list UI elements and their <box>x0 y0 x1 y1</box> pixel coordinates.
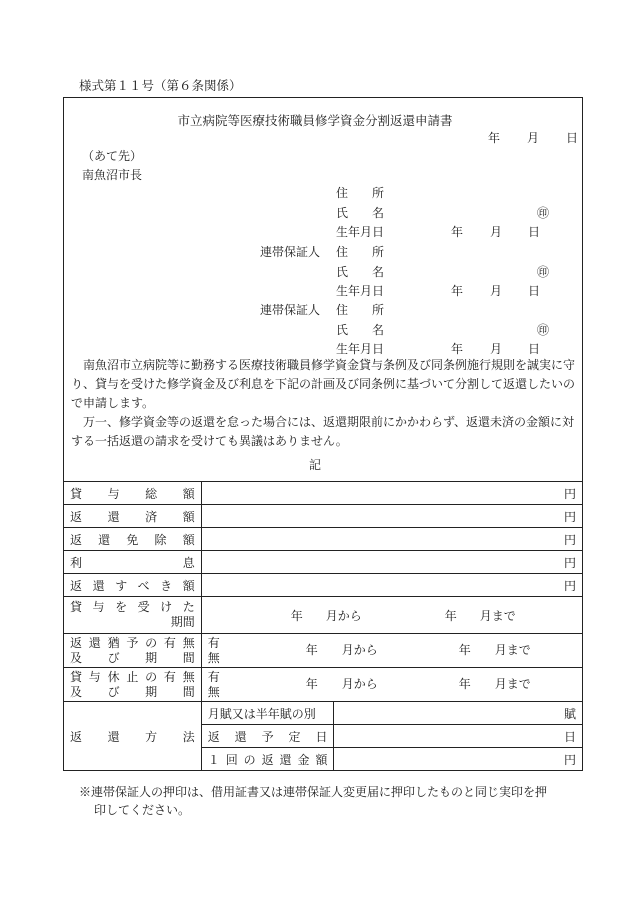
waiver-paragraph: 万一、修学資金等の返還を怠った場合には、返還期限前にかかわらず、返還未済の金額に対する一括返還の請求を受けても異議はありません。 <box>71 415 575 448</box>
guarantor-label: 連帯保証人 <box>260 245 321 259</box>
applicant-name-label: 氏 名 <box>336 206 385 220</box>
repayment-table <box>63 481 583 771</box>
birth-day: 日 <box>528 225 541 239</box>
due-value[interactable]: 円 <box>201 574 582 597</box>
deferral-label-line1: 返還猶予の有無 <box>70 635 195 650</box>
suspension-value[interactable] <box>201 668 582 702</box>
method-label: 返還方法 <box>64 702 202 771</box>
note-line-1: ※連帯保証人の押印は、借用証書又は連帯保証人変更届に押印したものと同じ実印を押 <box>79 785 548 799</box>
date-month: 月 <box>527 131 540 145</box>
suspension-label <box>64 668 202 702</box>
seal-icon: ㊞ <box>537 323 550 337</box>
suspension-yes: 有 <box>207 669 220 684</box>
loan-total-value[interactable]: 円 <box>201 482 582 505</box>
interest-value[interactable]: 円 <box>201 551 582 574</box>
table-row <box>64 528 583 551</box>
exempt-value[interactable]: 円 <box>201 528 582 551</box>
scheduled-date-value[interactable]: 日 <box>334 725 583 748</box>
table-row <box>64 551 583 574</box>
loan-period-value[interactable] <box>201 597 582 634</box>
installment-type-label: 月賦又は半年賦の別 <box>201 702 334 725</box>
table-row <box>64 597 583 634</box>
addressee-name: 南魚沼市長 <box>82 168 143 182</box>
repaid-label: 返還済額 <box>64 505 202 528</box>
birth-year: 年 <box>451 284 464 298</box>
table-row <box>64 702 583 725</box>
period-until-month: 月まで <box>479 609 516 623</box>
interest-char-1: 利 <box>70 555 83 570</box>
deferral-no: 無 <box>207 650 220 665</box>
interest-label <box>64 551 202 574</box>
addressee-prefix: （あて先） <box>82 149 143 163</box>
seal-icon: ㊞ <box>537 206 550 220</box>
suspension-from-month: 月から <box>341 677 378 691</box>
period-until-year: 年 <box>444 609 457 623</box>
birth-day: 日 <box>528 342 541 356</box>
guarantor-address-label: 住 所 <box>336 245 385 259</box>
suspension-no: 無 <box>207 684 220 699</box>
period-from-year: 年 <box>290 609 303 623</box>
scheduled-date-label: 返還予定日 <box>201 725 334 748</box>
birth-month: 月 <box>490 342 503 356</box>
loan-period-label <box>64 597 202 634</box>
birth-year: 年 <box>451 342 464 356</box>
suspension-until-month: 月まで <box>494 677 531 691</box>
table-row <box>64 482 583 505</box>
deferral-from-month: 月から <box>341 643 378 657</box>
due-label: 返還すべき額 <box>64 574 202 597</box>
birth-month: 月 <box>490 284 503 298</box>
installment-type-value[interactable]: 賦 <box>334 702 583 725</box>
table-row <box>64 574 583 597</box>
date-day: 日 <box>566 131 579 145</box>
repaid-value[interactable]: 円 <box>201 505 582 528</box>
guarantor-name-label: 氏 名 <box>336 265 385 279</box>
exempt-label: 返還免除額 <box>64 528 202 551</box>
per-payment-label: １回の返還金額 <box>201 748 334 771</box>
guarantor-address-label: 住 所 <box>336 303 385 317</box>
loan-period-label-line1: 貸与を受けた <box>70 600 195 614</box>
deferral-until-month: 月まで <box>494 643 531 657</box>
suspension-from-year: 年 <box>305 677 318 691</box>
per-payment-value[interactable]: 円 <box>334 748 583 771</box>
deferral-until-year: 年 <box>458 643 471 657</box>
birth-day: 日 <box>528 284 541 298</box>
table-row <box>64 668 583 702</box>
loan-period-label-line2: 期間 <box>170 615 195 629</box>
suspension-until-year: 年 <box>458 677 471 691</box>
guarantor-name-label: 氏 名 <box>336 323 385 337</box>
table-row <box>64 634 583 668</box>
deferral-label-line2: 及び期間 <box>70 650 195 665</box>
suspension-label-line2: 及び期間 <box>70 684 195 699</box>
birth-year: 年 <box>451 225 464 239</box>
ki-heading: 記 <box>308 458 321 472</box>
guarantor-seal-note <box>79 783 579 819</box>
form-number: 様式第１１号（第６条関係） <box>79 78 242 93</box>
period-from-month: 月から <box>325 609 362 623</box>
date-year: 年 <box>488 131 501 145</box>
deferral-yes: 有 <box>207 635 220 650</box>
loan-total-label: 貸与総額 <box>64 482 202 505</box>
guarantor-birth-label: 生年月日 <box>336 342 385 356</box>
table-row <box>64 505 583 528</box>
seal-icon: ㊞ <box>537 265 550 279</box>
deferral-value[interactable] <box>201 634 582 668</box>
applicant-birth-label: 生年月日 <box>336 225 385 239</box>
guarantor-label: 連帯保証人 <box>260 303 321 317</box>
declaration-paragraph: 南魚沼市立病院等に勤務する医療技術職員修学資金貸与条例及び同条例施行規則を誠実に守り、貸与を受けた修学資金及び利息を下記の計画及び同条例に基づいて分割して返還したいので申請します。 <box>71 358 576 410</box>
deferral-from-year: 年 <box>305 643 318 657</box>
form-title: 市立病院等医療技術職員修学資金分割返還申請書 <box>177 113 453 128</box>
applicant-address-label: 住 所 <box>336 186 385 200</box>
deferral-label <box>64 634 202 668</box>
suspension-label-line1: 貸与休止の有無 <box>70 669 195 684</box>
note-line-2: 印してください。 <box>94 803 191 817</box>
birth-month: 月 <box>490 225 503 239</box>
interest-char-2: 息 <box>182 555 195 570</box>
guarantor-birth-label: 生年月日 <box>336 284 385 298</box>
